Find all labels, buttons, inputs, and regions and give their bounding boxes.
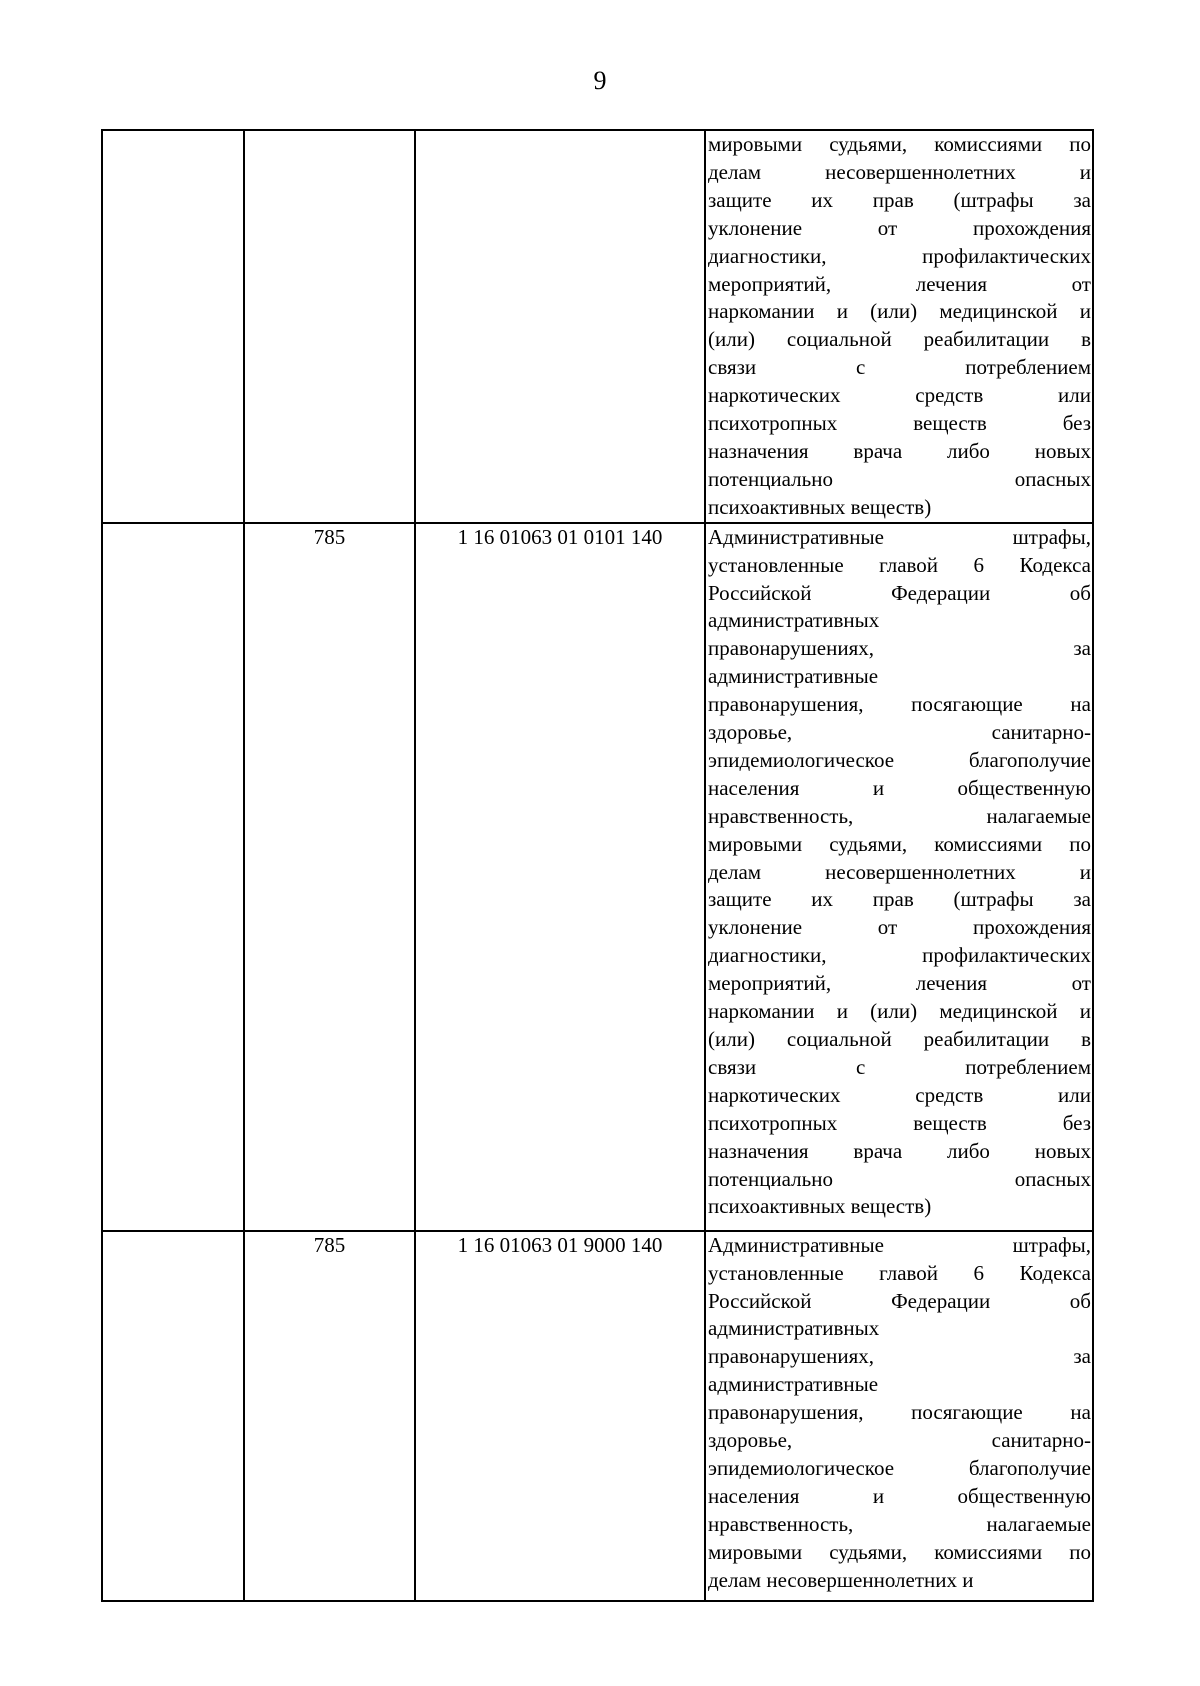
description-line: административные bbox=[708, 1372, 879, 1397]
description-line: связи с потреблением bbox=[708, 355, 1091, 380]
description-line: здоровье, санитарно- bbox=[708, 1428, 1091, 1453]
description-line: диагностики, профилактических bbox=[708, 243, 1091, 268]
description-line: мировыми судьями, комиссиями по bbox=[708, 132, 1091, 156]
description-line: правонарушениях, за bbox=[708, 1344, 1091, 1369]
row-blank-cell bbox=[102, 1231, 244, 1601]
admin-code-cell bbox=[244, 130, 415, 523]
description-line: мероприятий, лечения от bbox=[708, 971, 1091, 996]
description-line: назначения врача либо новых bbox=[708, 1138, 1091, 1163]
description-line: правонарушения, посягающие на bbox=[708, 692, 1091, 717]
description-line: мероприятий, лечения от bbox=[708, 271, 1091, 296]
description-line: нравственность, налагаемые bbox=[708, 1511, 1091, 1536]
description-line: установленные главой 6 Кодекса bbox=[708, 1260, 1091, 1285]
description-line: защите их прав (штрафы за bbox=[708, 887, 1091, 912]
admin-code-cell: 785 bbox=[244, 1231, 415, 1601]
page-number: 9 bbox=[593, 66, 607, 95]
kbk-code-cell: 1 16 01063 01 0101 140 bbox=[415, 523, 705, 1231]
description-line: потенциально опасных bbox=[708, 1166, 1091, 1191]
budget-classification-table bbox=[101, 129, 1094, 1602]
description-line: делам несовершеннолетних и bbox=[708, 859, 1091, 884]
description-line: (или) социальной реабилитации в bbox=[708, 327, 1091, 352]
description-line: делам несовершеннолетних и bbox=[708, 1567, 974, 1592]
description-line: эпидемиологическое благополучие bbox=[708, 1455, 1091, 1480]
description-line: нравственность, налагаемые bbox=[708, 803, 1091, 828]
kbk-code-cell bbox=[415, 130, 705, 523]
description-line: наркомании и (или) медицинской и bbox=[708, 299, 1091, 324]
row-blank-cell bbox=[102, 523, 244, 1231]
admin-code-cell: 785 bbox=[244, 523, 415, 1231]
description-line: уклонение от прохождения bbox=[708, 215, 1091, 240]
description-line: наркотических средств или bbox=[708, 383, 1091, 408]
description-line: административных bbox=[708, 608, 880, 633]
description-line: Российской Федерации об bbox=[708, 1288, 1091, 1313]
description-line: мировыми судьями, комиссиями по bbox=[708, 831, 1091, 856]
description-line: уклонение от прохождения bbox=[708, 915, 1091, 940]
description-cell bbox=[705, 523, 1093, 1231]
description-line: мировыми судьями, комиссиями по bbox=[708, 1539, 1091, 1564]
description-line: правонарушения, посягающие на bbox=[708, 1400, 1091, 1425]
description-line: Административные штрафы, bbox=[708, 524, 1091, 549]
description-line: Российской Федерации об bbox=[708, 580, 1091, 605]
description-line: административные bbox=[708, 664, 879, 689]
table-row bbox=[102, 1231, 1093, 1601]
description-line: потенциально опасных bbox=[708, 466, 1091, 491]
description-line: правонарушениях, за bbox=[708, 636, 1091, 661]
description-line: населения и общественную bbox=[708, 1483, 1091, 1508]
description-line: административных bbox=[708, 1316, 880, 1341]
description-line: защите их прав (штрафы за bbox=[708, 187, 1091, 212]
description-line: здоровье, санитарно- bbox=[708, 720, 1091, 745]
row-blank-cell bbox=[102, 130, 244, 523]
kbk-code-cell: 1 16 01063 01 9000 140 bbox=[415, 1231, 705, 1601]
description-line: установленные главой 6 Кодекса bbox=[708, 552, 1091, 577]
description-line: эпидемиологическое благополучие bbox=[708, 747, 1091, 772]
description-line: психотропных веществ без bbox=[708, 1110, 1091, 1135]
description-line: наркотических средств или bbox=[708, 1082, 1091, 1107]
description-cell bbox=[705, 1231, 1093, 1601]
description-line: связи с потреблением bbox=[708, 1054, 1091, 1079]
description-line: населения и общественную bbox=[708, 775, 1091, 800]
description-line: психоактивных веществ) bbox=[708, 1194, 932, 1219]
description-line: психоактивных веществ) bbox=[708, 494, 932, 519]
table-row bbox=[102, 130, 1093, 523]
description-cell bbox=[705, 130, 1093, 523]
description-line: диагностики, профилактических bbox=[708, 943, 1091, 968]
description-line: наркомании и (или) медицинской и bbox=[708, 999, 1091, 1024]
description-line: (или) социальной реабилитации в bbox=[708, 1027, 1091, 1051]
table-row bbox=[102, 523, 1093, 1231]
description-line: назначения врача либо новых bbox=[708, 438, 1091, 463]
description-line: Административные штрафы, bbox=[708, 1232, 1091, 1257]
description-line: психотропных веществ без bbox=[708, 411, 1091, 436]
description-line: делам несовершеннолетних и bbox=[708, 159, 1091, 184]
